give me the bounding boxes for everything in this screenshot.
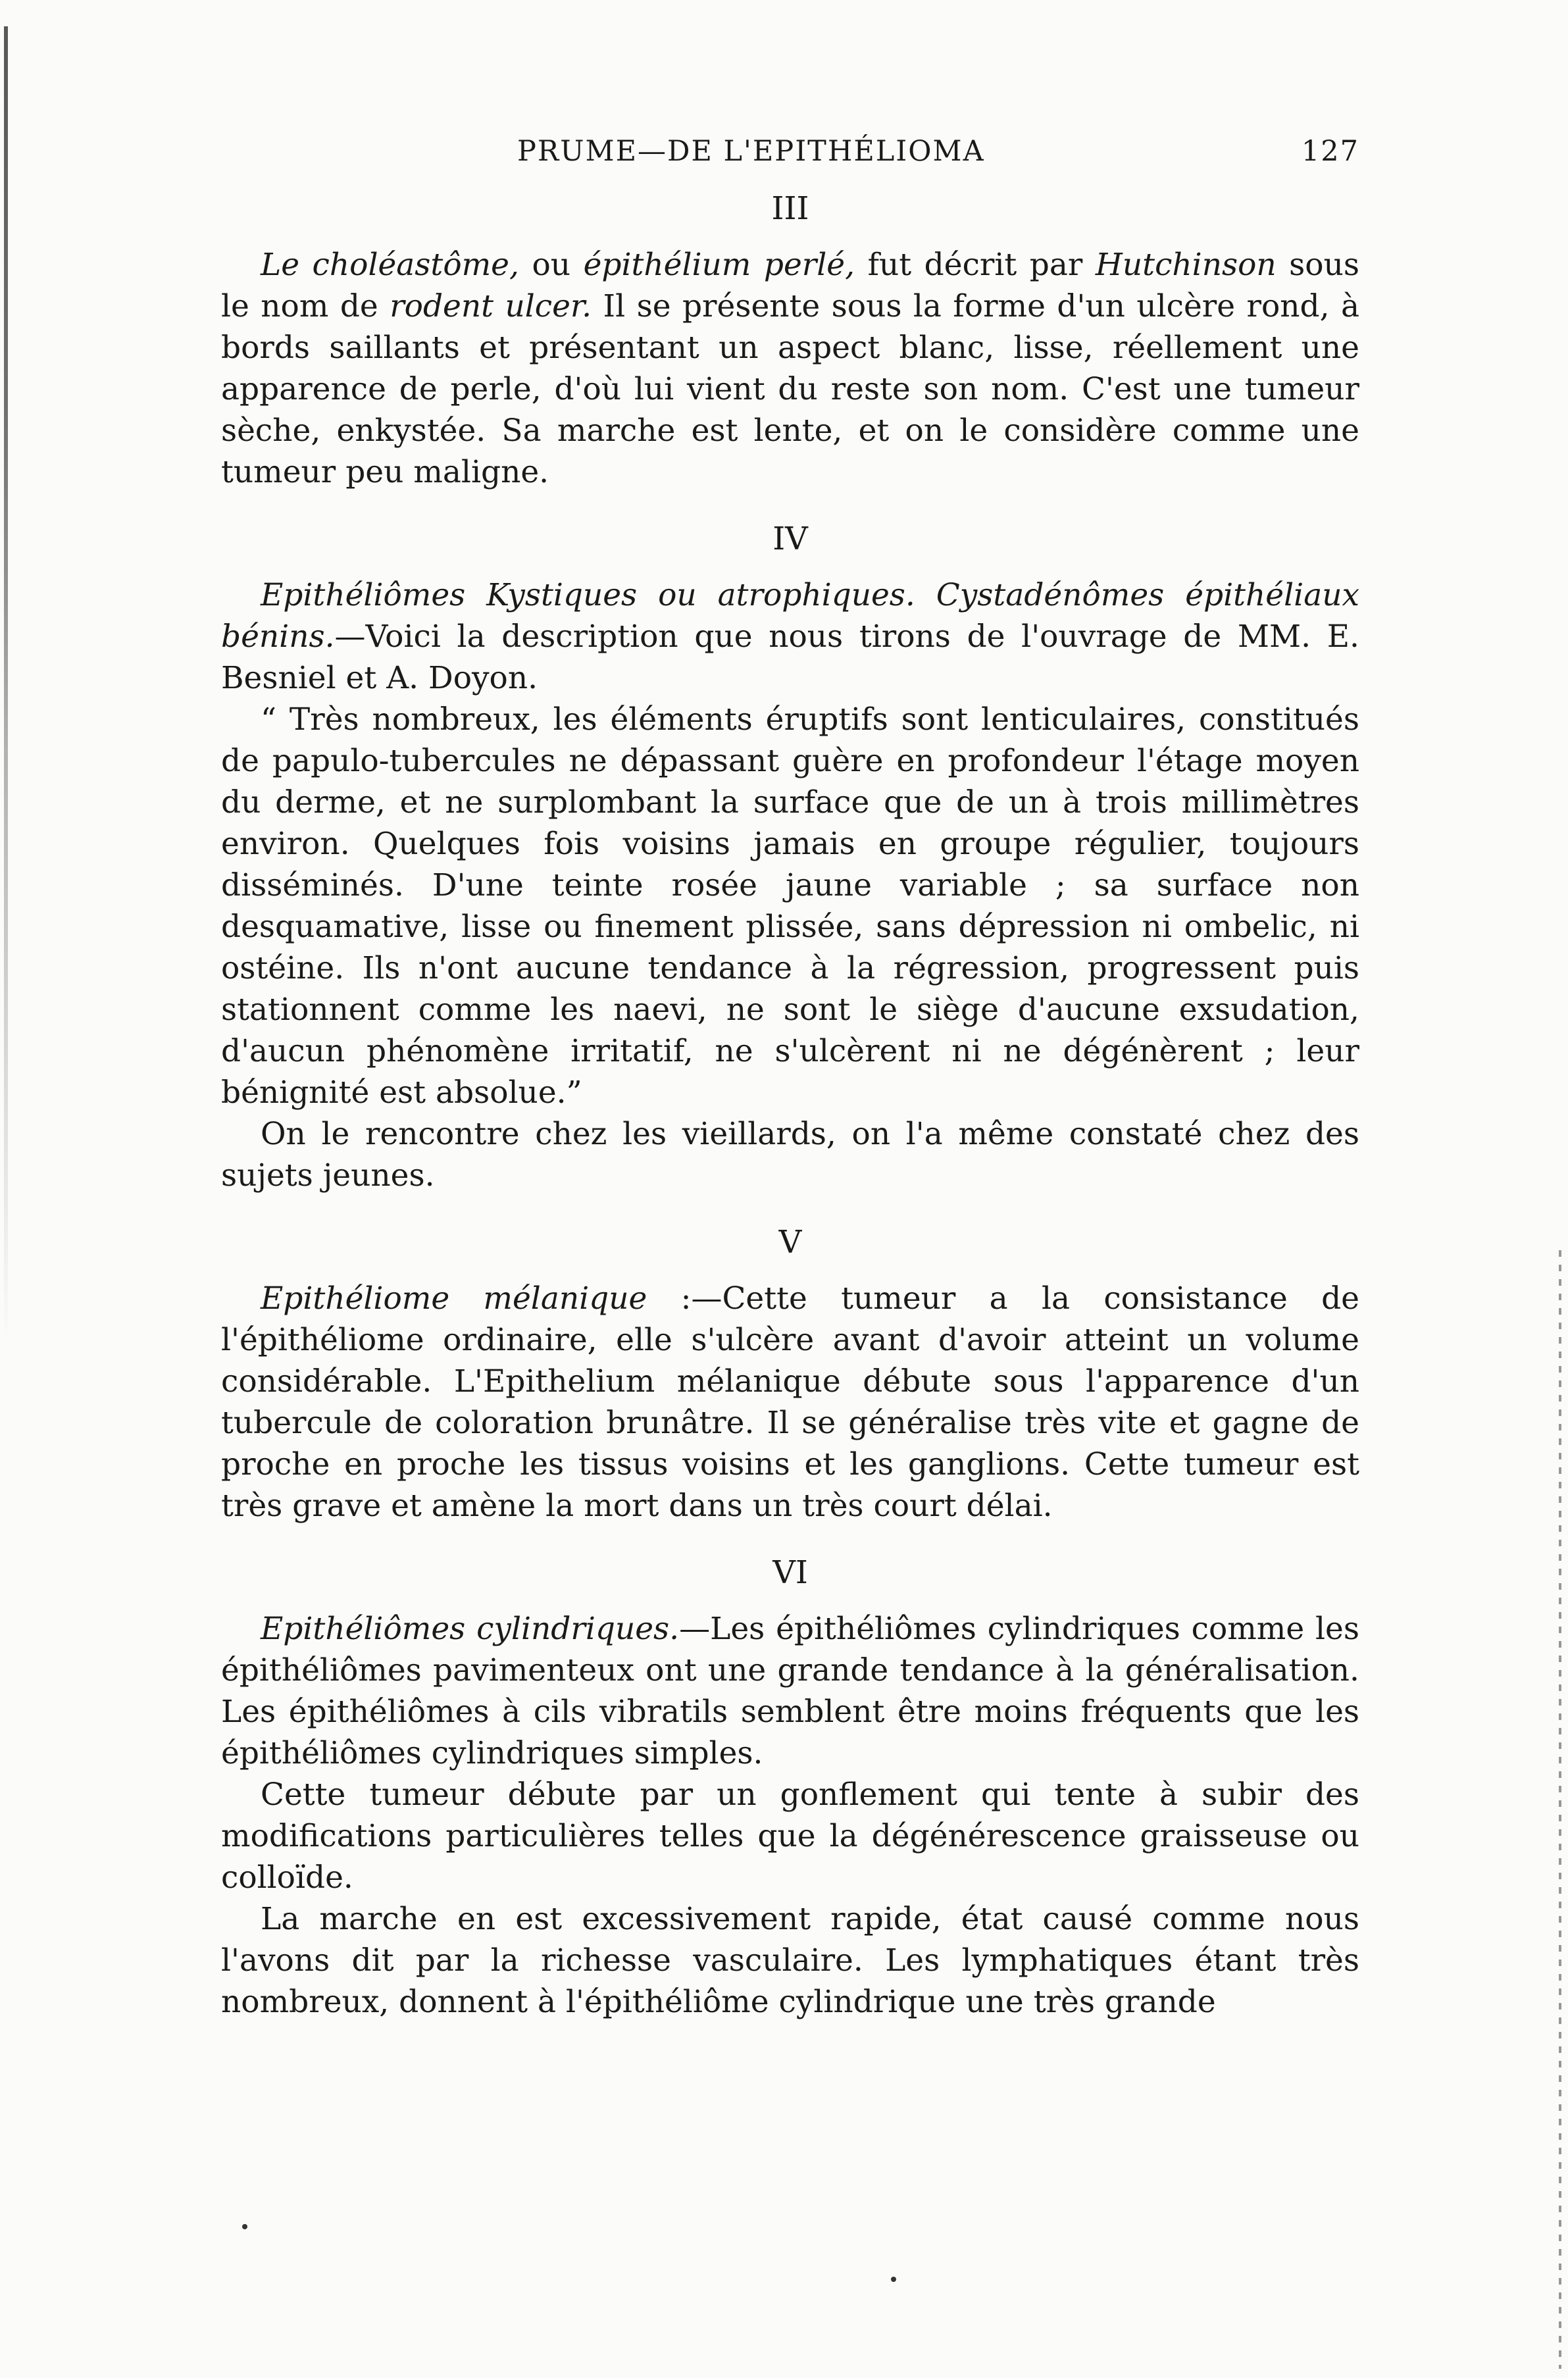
text-run: ou <box>518 247 584 283</box>
text-run: :—Cette tumeur a la consistance de l'épithéliome ordinaire, elle s'ulcère avant d'avoir atteint un volume considérable. L'Epithelium mélanique débute sous l'apparence d'un tubercule de coloration brunâtre. Il se généralise très vite et gagne de proche en proche les tissus voisins et les ganglions. Cette tumeur est très grave et amène la mort dans un très court délai. <box>221 1280 1359 1524</box>
section-number-vi: VI <box>772 1554 808 1591</box>
italic-term: Epithéliômes Kystiques ou atrophiques. Cystadénômes épithéliaux bénins. <box>221 577 1359 655</box>
italic-term: épithélium perlé, <box>583 247 855 283</box>
italic-term: Epithéliome mélanique <box>261 1280 647 1317</box>
running-header <box>221 135 1359 181</box>
paragraph <box>221 244 1359 493</box>
scan-edge-left <box>4 26 8 1342</box>
text-run: fut décrit par <box>855 247 1096 283</box>
section-number-v: V <box>778 1224 802 1261</box>
italic-term: rodent ulcer. <box>390 288 592 324</box>
paragraph <box>221 574 1359 699</box>
section-number-iii: III <box>771 190 809 227</box>
section-number-iv: IV <box>772 520 808 557</box>
paragraph <box>221 1278 1359 1527</box>
text-run: —Voici la description que nous tirons de l'ouvrage de MM. E. Besniel et A. Doyon. <box>221 619 1359 696</box>
scan-speck <box>242 2224 247 2229</box>
paragraph: Cette tumeur débute par un gonflement qui tente à subir des modifications particulières telles que la dégénérescence graisseuse ou colloïde. <box>221 1777 1359 1896</box>
italic-term: Hutchinson <box>1095 247 1277 283</box>
page-number: 127 <box>1301 135 1359 168</box>
paragraph <box>221 1608 1359 1774</box>
running-title: PRUME—DE L'EPITHÉLIOMA <box>517 135 985 168</box>
paragraph: “ Très nombreux, les éléments éruptifs sont lenticulaires, constitués de papulo-tubercules ne dépassant guère en profondeur l'étage moyen du derme, et ne surplombant la surface que de un à trois millimètres environ. Quelques fois voisins jamais en groupe régulier, toujours disséminés. D'une teinte rosée jaune variable ; sa surface non desquamative, lisse ou finement plissée, sans dépression ni ombelic, ni ostéine. Ils n'ont aucune tendance à la régression, progressent puis stationnent comme les naevi, ne sont le siège d'aucune exsudation, d'aucun phénomène irritatif, ne s'ulcèrent ni ne dégénèrent ; leur bénignité est absolue.” <box>221 701 1359 1111</box>
scan-speck <box>891 2277 896 2282</box>
book-page <box>221 135 1359 2023</box>
text-run: Il se présente sous la forme d'un ulcère rond, à bords saillants et présentant un aspect blanc, lisse, réellement une apparence de perle, d'où lui vient du reste son nom. C'est une tumeur sèche, enkystée. Sa marche est lente, et on le considère comme une tumeur peu maligne. <box>221 288 1359 490</box>
scan-edge-right <box>1559 1250 1561 2369</box>
text-run: sous le nom de <box>221 247 1359 324</box>
paragraph: On le rencontre chez les vieillards, on l'a même constaté chez des sujets jeunes. <box>221 1116 1359 1194</box>
italic-term: Le choléastôme, <box>261 247 519 283</box>
text-run: —Les épithéliômes cylindriques comme les épithéliômes pavimenteux ont une grande tendance à la généralisation. Les épithéliômes à cils vibratils semblent être moins fréquents que les épithéliômes cylindriques simples. <box>221 1611 1359 1771</box>
paragraph: La marche en est excessivement rapide, état causé comme nous l'avons dit par la richesse vasculaire. Les lymphatiques étant très nombreux, donnent à l'épithéliôme cylindrique une très grande <box>221 1901 1359 2020</box>
italic-term: Epithéliômes cylindriques. <box>261 1611 680 1647</box>
